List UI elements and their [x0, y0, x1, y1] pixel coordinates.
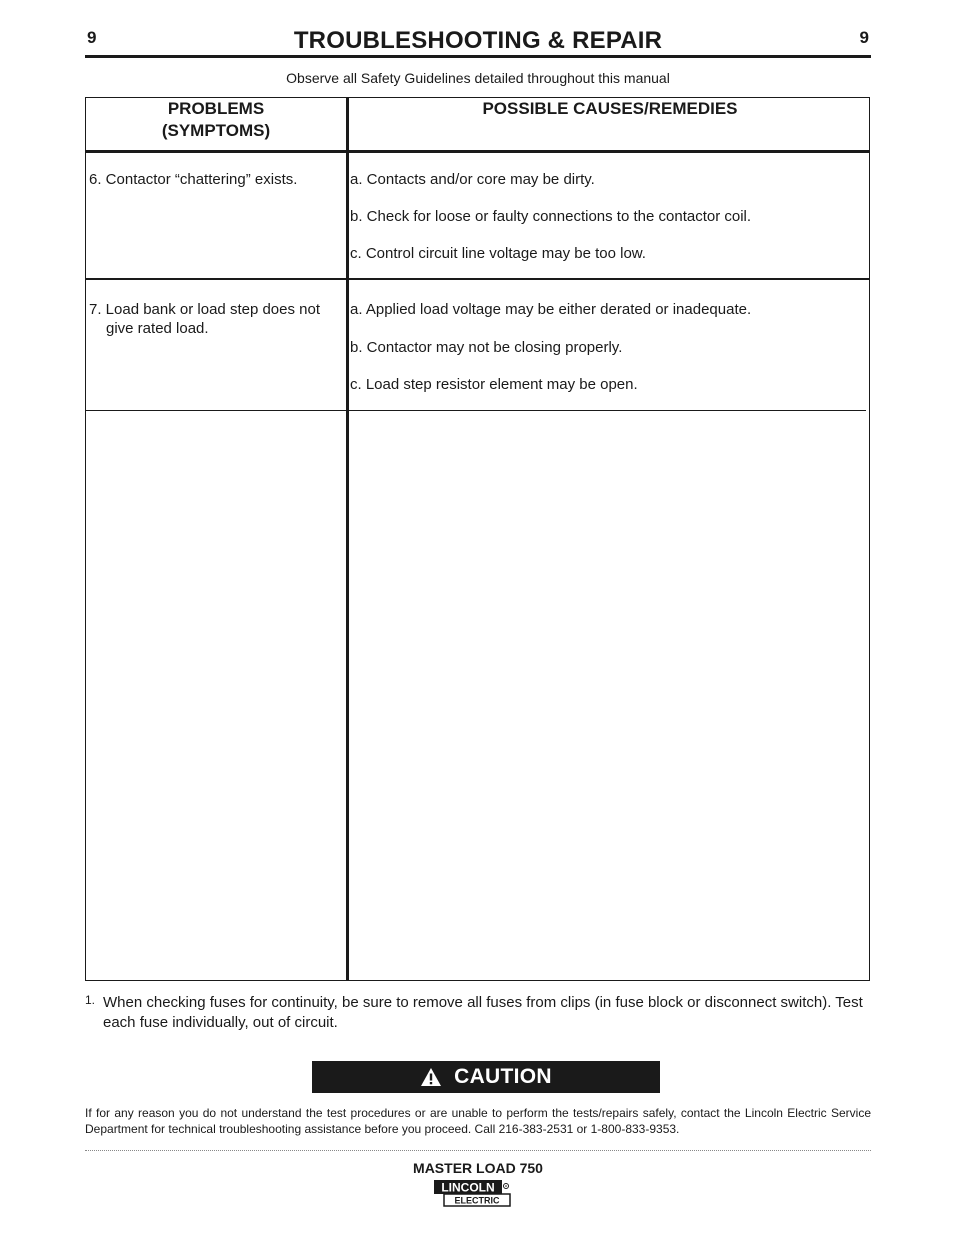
footer-divider	[85, 1150, 871, 1151]
header-divider	[86, 150, 869, 153]
column-header-causes: POSSIBLE CAUSES/REMEDIES	[482, 99, 738, 118]
cause-item: a. Applied load voltage may be either derated or inadequate.	[350, 301, 752, 318]
logo-text-bottom: ELECTRIC	[454, 1195, 500, 1206]
page-number-left: 9	[87, 28, 97, 47]
model-name: MASTER LOAD 750	[413, 1160, 543, 1176]
caution-text: If for any reason you do not understand the test procedures or are unable to perform the tests/repairs safely, contact the Lincoln Electric Service Department for technical troubleshooting assistance before you proceed. Call 216-383-2531 or 1-800-833-9353.	[85, 1106, 871, 1136]
row-divider	[86, 278, 869, 280]
footnote-mark: 1.	[85, 993, 96, 1007]
warning-triangle-icon	[420, 1067, 442, 1087]
logo-text-top: LINCOLN	[441, 1180, 495, 1195]
problem-text: 7. Load bank or load step does not	[89, 301, 321, 318]
row-divider	[86, 410, 866, 411]
problem-cell	[89, 300, 341, 338]
page-header	[85, 26, 871, 58]
footnote-text: When checking fuses for continuity, be sure to remove all fuses from clips (in fuse block or disconnect switch). Test each fuse individually, out of circuit.	[103, 994, 863, 1031]
column-header-problems-line1: PROBLEMS	[167, 99, 265, 118]
cause-item: c. Control circuit line voltage may be too low.	[350, 245, 646, 262]
cause-item: b. Contactor may not be closing properly.	[350, 339, 623, 356]
cause-item: c. Load step resistor element may be open.	[350, 376, 638, 393]
lincoln-electric-logo	[433, 1179, 513, 1209]
column-divider	[346, 98, 349, 980]
caution-banner	[312, 1061, 660, 1093]
column-header-problems-line2: (SYMPTOMS)	[161, 121, 271, 140]
problem-cell	[89, 170, 341, 189]
page-title: TROUBLESHOOTING & REPAIR	[293, 27, 663, 54]
troubleshooting-table	[85, 97, 870, 981]
problem-text: 6. Contactor “chattering” exists.	[89, 171, 298, 188]
problem-text-continued: give rated load.	[106, 320, 209, 337]
column-header-problems	[86, 98, 346, 142]
caution-label: CAUTION	[454, 1065, 552, 1088]
safety-note: Observe all Safety Guidelines detailed throughout this manual	[286, 70, 670, 86]
cause-item: b. Check for loose or faulty connections to the contactor coil.	[350, 208, 752, 225]
cause-item: a. Contacts and/or core may be dirty.	[350, 171, 595, 188]
page-number-right: 9	[859, 28, 869, 47]
